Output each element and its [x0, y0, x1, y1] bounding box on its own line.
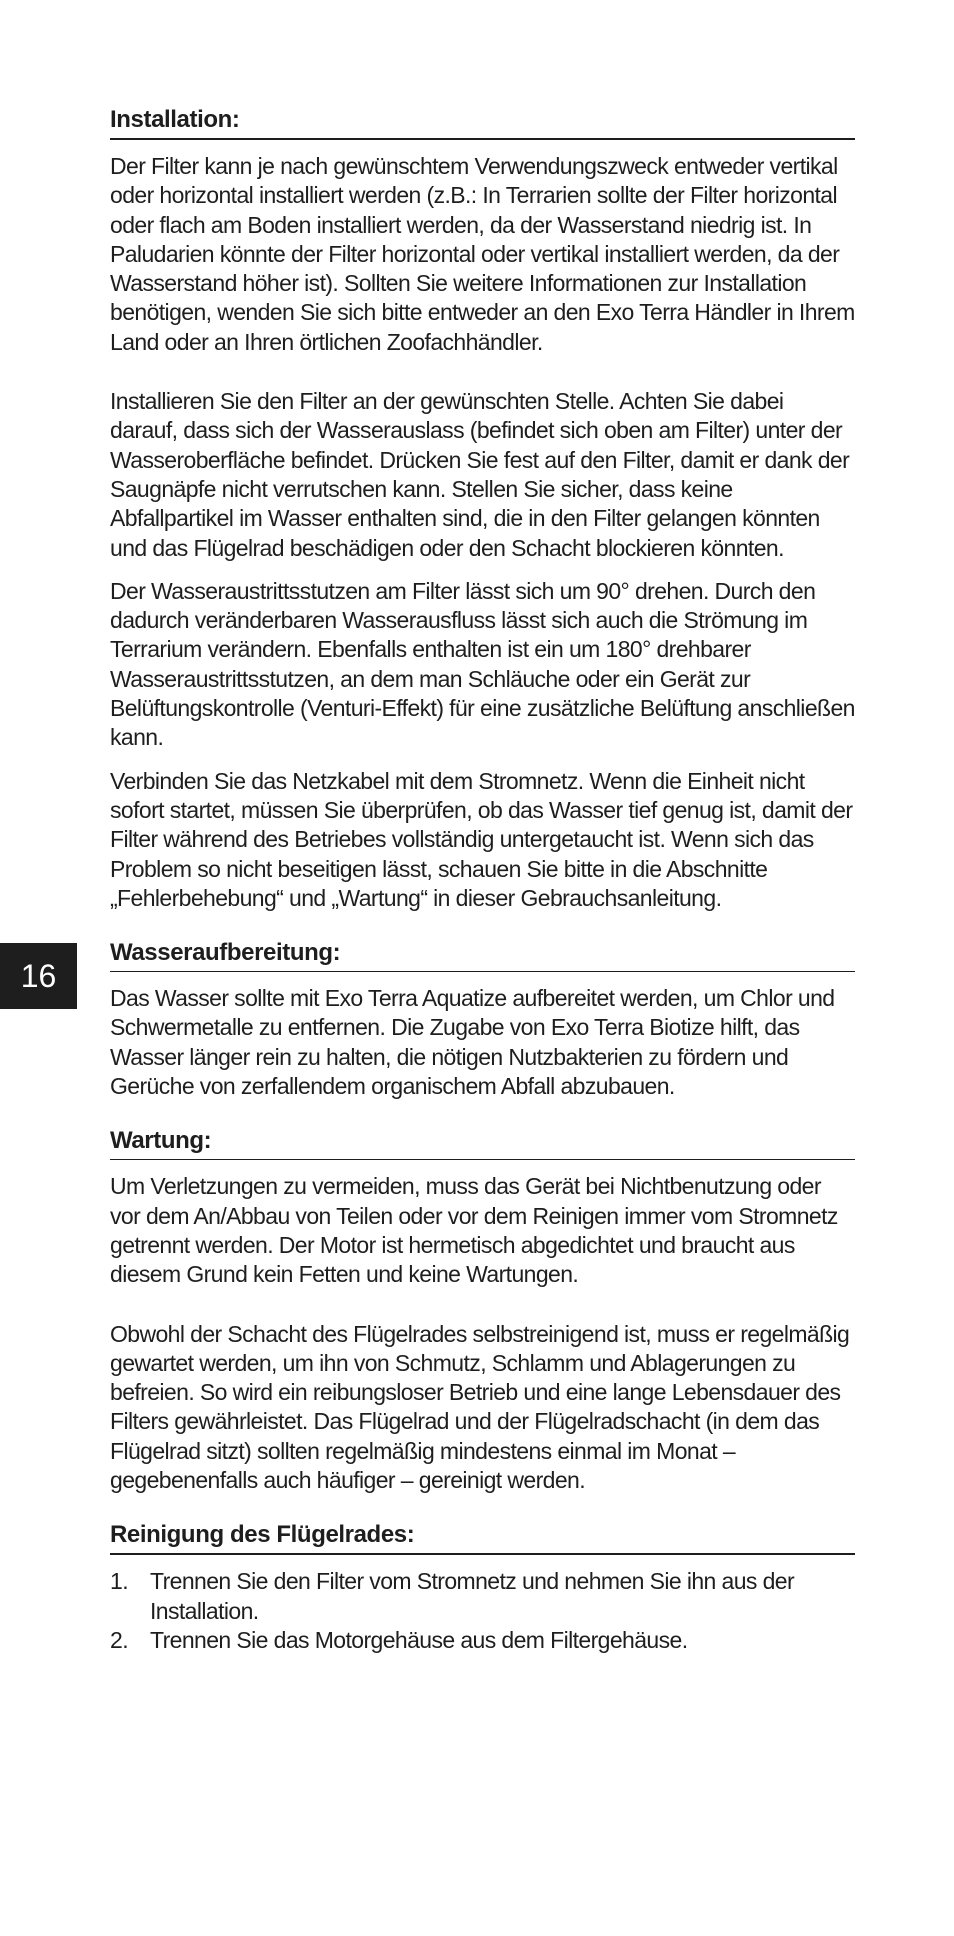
- step-number: 1.: [110, 1568, 128, 1595]
- step-number: 2.: [110, 1626, 128, 1653]
- wasser-paragraph-1: Das Wasser sollte mit Exo Terra Aquatize aufbereitet werden, um Chlor und Schwermetalle zu entfernen. Die Zugabe von Exo Terra Biotize hilft, das Wasser länger rein zu halten, die nötigen Nutzbakterien zu fördern und Gerüche von zerfallendem organischem Abfall abzubauen.: [110, 985, 835, 1100]
- heading-reinigung: Reinigung des Flügelrades:: [110, 1521, 855, 1555]
- wartung-paragraph-2: Obwohl der Schacht des Flügelrades selbstreinigend ist, muss er regelmäßig gewartet werden, um ihn von Schmutz, Schlamm und Ablagerungen zu befreien. So wird ein reibungsloser Betrieb und eine lange Lebensdauer des Filters gewährleistet. Das Flügelrad und der Flügelradschacht (in dem das Flügelrad sitzt) sollten regelmäßig mindestens einmal im Monat – gegebenenfalls auch häufiger – gereinigt werden.: [110, 1320, 850, 1493]
- installation-paragraph-4: Verbinden Sie das Netzkabel mit dem Stromnetz. Wenn die Einheit nicht sofort startet, müssen Sie überprüfen, ob das Wasser tief genug ist, damit der Filter während des Betriebes vollständig untergetaucht ist. Wenn sich das Problem so nicht beseitigen lässt, schauen Sie bitte in die Abschnitte „Fehlerbehebung“ und „Wartung“ in dieser Gebrauchsanleitung.: [110, 767, 853, 911]
- wartung-paragraph-1: Um Verletzungen zu vermeiden, muss das Gerät bei Nichtbenutzung oder vor dem An/Abbau von Teilen oder vor dem Reinigen immer vom Stromnetz getrennt werden. Der Motor ist hermetisch abgedichtet und braucht aus diesem Grund kein Fetten und keine Wartungen.: [110, 1173, 838, 1288]
- heading-wasseraufbereitung: Wasseraufbereitung:: [110, 939, 855, 972]
- installation-paragraph-1: Der Filter kann je nach gewünschtem Verwendungszweck entweder vertikal oder horizontal installiert werden (z.B.: In Terrarien sollte der Filter horizontal oder flach am Boden installiert werden, da der Wasserstand niedrig ist. In Paludarien könnte der Filter horizontal oder vertikal installiert werden, da der Wasserstand höher ist). Sollten Sie weitere Informationen zur Installation benötigen, wenden Sie sich bitte entweder an den Exo Terra Händler in Ihrem Land oder an Ihren örtlichen Zoofachhändler.: [110, 153, 855, 355]
- list-item: [110, 1567, 855, 1626]
- installation-paragraph-2: Installieren Sie den Filter an der gewünschten Stelle. Achten Sie dabei darauf, dass sich der Wasserauslass (befindet sich oben am Filter) unter der Wasseroberfläche befindet. Drücken Sie fest auf den Filter, damit er dank der Saugnäpfe nicht verrutschen kann. Stellen Sie sicher, dass keine Abfallpartikel im Wasser enthalten sind, die in den Filter gelangen könnten und das Flügelrad beschädigen oder den Schacht blockieren könnten.: [110, 388, 850, 561]
- step-text: Trennen Sie das Motorgehäuse aus dem Filtergehäuse.: [150, 1626, 688, 1653]
- reinigung-steps: [110, 1567, 855, 1655]
- list-item: [110, 1626, 855, 1655]
- page-number: 16: [20, 957, 57, 994]
- page-number-tab: [0, 943, 77, 1009]
- document-body: [110, 106, 855, 1655]
- installation-paragraph-3: Der Wasseraustrittsstutzen am Filter lässt sich um 90° drehen. Durch den dadurch veränderbaren Wasserausfluss lässt sich auch die Strömung im Terrarium verändern. Ebenfalls enthalten ist ein um 180° drehbarer Wasseraustrittsstutzen, an dem man Schläuche oder ein Gerät zur Belüftungskontrolle (Venturi-Effekt) für eine zusätzliche Belüftung anschließen kann.: [110, 577, 855, 751]
- heading-wartung: Wartung:: [110, 1127, 855, 1160]
- step-text: Trennen Sie den Filter vom Stromnetz und nehmen Sie ihn aus der Installation.: [150, 1568, 795, 1624]
- heading-installation: Installation:: [110, 106, 855, 140]
